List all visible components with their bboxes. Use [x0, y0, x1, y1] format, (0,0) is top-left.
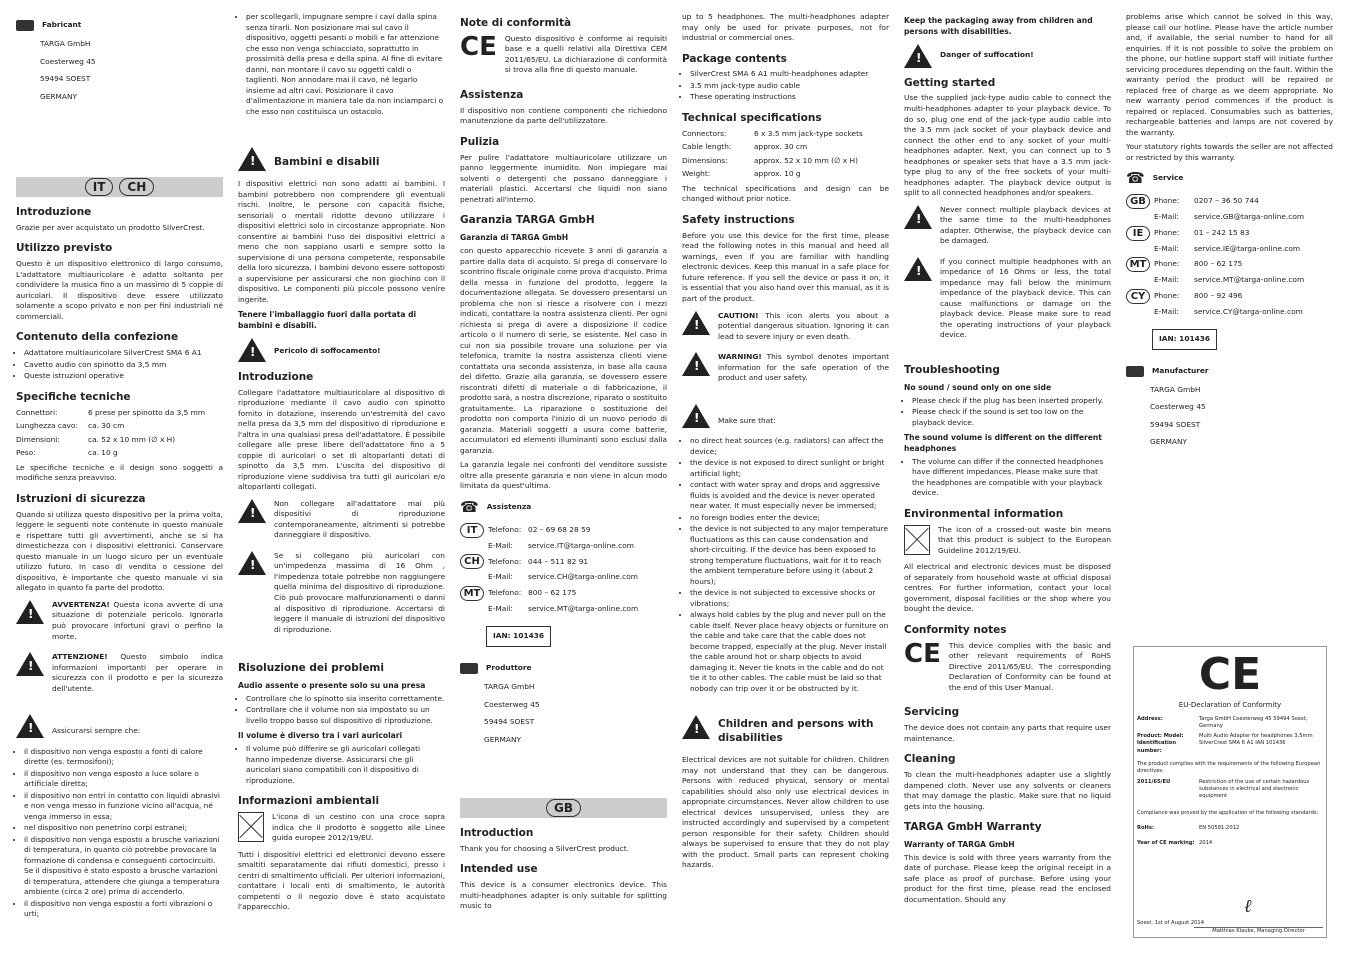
warning-block — [904, 205, 1111, 251]
phone-number: 0207 – 36 50 744 — [1194, 196, 1259, 206]
environment-block — [904, 525, 1111, 561]
email-address: service.GB@targa-online.com — [1194, 212, 1305, 222]
list-item: • Il volume può differire se gli auricolari collegati hanno impedenze diverse. Assicurarsi che gli auricolari siano compatibili con il dispositivo di riproduzione. — [246, 744, 445, 786]
spec-value: approx. 52 x 10 mm (∅ x H) — [754, 155, 858, 165]
warning-block — [16, 600, 223, 646]
paragraph: Use the supplied jack-type audio cable to connect the multi-headphones adapter to your playback device. To do so, plug one end of the jack-type audio cable into the 3.5 mm jack socket of your playback device and connect the other end to any socket of your multi-headphones adapter. Next, you can connect up to 5 headphones or speaker sets that have a 3.5 mm jack-type plug to any of the free sockets of your multi-headphones adapter. The playback device output is split to all connected headphones and/or speakers. — [904, 93, 1111, 198]
service-header: ☎ Assistenza — [460, 497, 532, 516]
address-block — [460, 682, 667, 745]
ian-box: IAN: 101436 — [486, 626, 551, 647]
phone-icon: ☎ — [1126, 169, 1145, 188]
list-item: • il dispositivo non venga esposto a forti vibrazioni o urti; — [24, 899, 223, 920]
list-item: • 3.5 mm jack-type audio cable — [690, 81, 889, 92]
mail-label: E-Mail: — [1154, 275, 1179, 285]
section-heading: Contenuto della confezione — [16, 331, 179, 344]
paragraph: Questo dispositivo è conforme ai requisiti base e a quelli relativi alla Direttiva CEM 2011/65/EU. La dichiarazione di conformità si trova alla fine di questo manuale. — [504, 33, 667, 75]
truck-icon — [1126, 366, 1144, 377]
list-item: • Controllare che lo spinotto sia inserito correttamente. — [246, 694, 445, 705]
section-heading: Intended use — [460, 863, 538, 876]
warning-triangle-icon — [682, 404, 710, 428]
paragraph: Your statutory rights towards the seller are not affected or restricted by this warranty. — [1126, 142, 1333, 162]
email-address: service.IT@targa-online.com — [528, 540, 634, 550]
ian-box: IAN: 101436 — [1152, 329, 1217, 350]
paragraph: L'icona di un cestino con una croce sopra indica che il prodotto è soggetto alle Linee guida europee 2012/19/EU. — [272, 812, 445, 843]
column-1 — [16, 12, 223, 924]
eu-declaration — [1133, 646, 1327, 938]
country-badge: MT — [460, 586, 484, 601]
warning-text: Pericolo di soffocamento! — [274, 345, 381, 355]
phone-label: Telefono: — [488, 556, 522, 566]
country-badge: IE — [1126, 226, 1150, 241]
country-badge: MT — [1126, 257, 1150, 272]
warning-text: Se si collegano più auricolari con un'impedenza massima di 16 Ohm , l'impedenza totale potrebbe non raggiungere quella minima del dispositivo di riproduzione. Ciò può provocare malfunzionamenti o danni al dispositivo di riproduzione. Accertarsi di leggere il manuale di istruzioni del dispositivo di riproduzione. — [274, 550, 445, 634]
warning-triangle-icon — [904, 205, 932, 229]
spec-value: ca. 10 g — [88, 448, 118, 458]
section-heading: Introduzione — [16, 206, 92, 219]
section-heading: Utilizzo previsto — [16, 242, 113, 255]
section-heading: Informazioni ambientali — [238, 795, 380, 808]
warning-text: Assicurarsi sempre che: — [52, 726, 141, 736]
spec-key: Connectors: — [682, 128, 727, 138]
declaration-row: Year of CE marking: 2014 — [1137, 839, 1213, 846]
section-heading: Risoluzione dei problemi — [238, 662, 384, 675]
sub-heading: No sound / sound only on one side — [904, 382, 1052, 392]
spec-key: Connettori: — [16, 407, 58, 417]
paragraph: This device is sold with three years warranty from the date of purchase. Please keep the original receipt in a safe place as proof of purchase. Before using your product for the first time, please read the enclosed documentation. Should any — [904, 852, 1111, 904]
language-bar-it-ch — [16, 177, 223, 197]
signature-icon: ℓ — [1244, 895, 1252, 917]
truck-icon — [16, 20, 34, 31]
warning-text: If you connect multiple headphones with an impedance of 16 Ohms or less, the total impedance may fall below the minimum impedance of the playback device. This can cause malfunctions or damage on the playback device. Please make sure to read the operating instructions of your playback device. — [940, 256, 1111, 340]
language-bar-gb — [460, 798, 667, 818]
section-heading: Introduzione — [238, 370, 314, 383]
list-item: • il dispositivo non entri in contatto con liquidi abrasivi e non venga messo in funzione vicino all'acqua, né venga immerso in essa; — [24, 791, 223, 823]
continued-list — [238, 12, 445, 117]
service-table — [1126, 194, 1333, 317]
section-heading: Note di conformità — [460, 17, 572, 29]
list-item: • Queste istruzioni operative — [24, 371, 223, 382]
phone-label: Phone: — [1154, 227, 1180, 237]
warning-triangle-icon — [238, 147, 266, 171]
spec-key: Lunghezza cavo: — [16, 421, 78, 431]
warning-block — [904, 257, 1111, 345]
paragraph: Thank you for choosing a SilverCrest product. — [460, 843, 629, 853]
service-header: ☎ Service — [1126, 169, 1184, 188]
warning-label: ATTENZIONE! — [52, 652, 108, 662]
warning-triangle-icon — [238, 499, 266, 523]
lang-badge-ch: CH — [119, 178, 154, 196]
address-line: TARGA GmbH — [1150, 384, 1201, 394]
service-table — [460, 523, 667, 615]
email-address: service.CH@targa-online.com — [528, 572, 638, 582]
warning-triangle-icon — [238, 338, 266, 362]
warning-text: Questo simbolo indica informazioni importanti per operare in sicurezza con il prodotto e per la sicurezza dell'utente. — [52, 652, 223, 693]
list-item: • contact with water spray and drops and aggressive fluids is avoided and the device is never operated near water. It must especially never be immersed; — [690, 480, 889, 512]
address-line: GERMANY — [1150, 437, 1188, 447]
mail-label: E-Mail: — [488, 603, 513, 613]
address-block — [1126, 385, 1333, 448]
paragraph: Grazie per aver acquistato un prodotto SilverCrest. — [16, 222, 205, 232]
paragraph: Quando si utilizza questo dispositivo per la prima volta, leggere le seguenti note contenute in questo manuale e rispettare tutti gli avvertimenti, anche se si ha dimestichezza con i dispositivi elettronici. Conservare questo manuale in un luogo sicuro per un eventuale utilizzo futuro. In caso di vendita o cessione del dispositivo, è importante che questo manuale vi sia allegato in quanto fa parte del prodotto. — [16, 509, 223, 593]
conformity-block — [460, 31, 667, 80]
warning-text: Danger of suffocation! — [940, 49, 1034, 59]
paragraph: The icon of a crossed-out waste bin means that this product is subject to the European Guideline 2012/19/EU. — [938, 524, 1111, 555]
phone-number: 800 – 92 496 — [1194, 291, 1243, 300]
spec-key: Weight: — [682, 169, 711, 179]
spec-table — [682, 129, 889, 180]
phone-label: Phone: — [1154, 291, 1180, 300]
warning-label: WARNING! — [718, 352, 762, 362]
column-5 — [904, 12, 1111, 909]
paragraph: Il dispositivo non contiene componenti che richiedono manutenzione da parte dell'utilizzatore. — [460, 105, 667, 126]
phone-number: 800 – 62 175 — [528, 588, 577, 598]
column-2 — [238, 12, 445, 917]
declaration-row: RoHs: EN 50581:2012 — [1137, 824, 1240, 831]
paragraph: The technical specifications and design can be changed without prior notice. — [682, 183, 889, 204]
producer-header: Produttore — [460, 663, 667, 674]
trouble-list — [904, 396, 1111, 429]
country-badge: CH — [460, 554, 484, 569]
sub-heading: Audio assente o presente solo su una presa — [238, 680, 426, 690]
truck-icon — [460, 663, 478, 674]
mail-label: E-Mail: — [1154, 212, 1179, 222]
paragraph: Before you use this device for the first time, please read the following notes in this manual and heed all warnings, even if you are familiar with handling electronic devices. Keep this manual in a safe place for future reference. If you sell the device or pass it on, it is essential that you also hand over this manual, as it is part of the product. — [682, 230, 889, 303]
warning-block — [682, 311, 889, 347]
phone-icon: ☎ — [460, 497, 479, 516]
section-heading: Garanzia TARGA GmbH — [460, 214, 595, 227]
warning-block — [238, 499, 445, 545]
ce-mark-icon: CE — [1198, 649, 1262, 700]
crossed-bin-icon — [238, 812, 264, 842]
warning-triangle-icon — [682, 311, 710, 335]
warning-text: Non collegare all'adattatore mai più dispositivi di riproduzione contemporaneamente, altrimenti si potrebbe danneggiare il dispositivo. — [274, 498, 445, 540]
mail-label: E-Mail: — [1154, 243, 1179, 253]
paragraph: To clean the multi-headphones adapter use a slightly dampened cloth. Never use any solvents or cleaners that may damage the plastic. Make sure that no liquid gets into the housing. — [904, 770, 1111, 811]
section-heading: Package contents — [682, 52, 787, 65]
warning-text: Questa icona avverte di una situazione di potenziale pericolo. Ignorarla può provocare infortuni gravi o perfino la morte. — [52, 599, 223, 641]
warning-triangle-icon — [904, 257, 932, 281]
warning-text: This icon alerts you about a potential dangerous situation. Ignoring it can lead to severe injury or even death. — [718, 310, 889, 341]
section-heading: TARGA GmbH Warranty — [904, 821, 1042, 834]
section-heading: Assistenza — [460, 88, 524, 101]
manufacturer-header: Fabricant — [16, 20, 223, 31]
list-item: • Controllare che il volume non sia impostato su un livello troppo basso sul dispositivo di riproduzione. — [246, 705, 445, 726]
email-address: service.MT@targa-online.com — [528, 603, 639, 613]
phone-label: Phone: — [1154, 259, 1180, 269]
declaration-row: Address: Targa GmbH Coesterweg 45 59494 Soest, Germany — [1137, 716, 1308, 730]
declaration-text: Compliance was proved by the application of the following standards: — [1137, 809, 1319, 816]
address-line: GERMANY — [484, 734, 522, 744]
lang-badge-it: IT — [85, 178, 114, 196]
mail-label: E-Mail: — [488, 572, 513, 582]
warning-block — [682, 352, 889, 388]
paragraph: La garanzia legale nei confronti del venditore sussiste oltre alla presente garanzia e non viene in alcun modo limitata da quest'ultima. — [460, 460, 667, 491]
ensure-list — [16, 747, 223, 920]
paragraph: The device does not contain any parts that require user maintenance. — [904, 723, 1111, 743]
paragraph: This device is a consumer electronics device. This multi-headphones adapter is only suitable for splitting music to — [460, 880, 667, 911]
paragraph: Questo è un dispositivo elettronico di largo consumo, L'adattatore multiauricolare è adatto soltanto per condividere la musica fino a un massimo di 5 coppie di auricolari. Il dispositivo deve essere utilizzato solamente a scopo privato e non per fini industriali né commerciali. — [16, 259, 223, 321]
address-block — [16, 39, 223, 102]
ensure-list — [682, 436, 889, 694]
trouble-list — [904, 457, 1111, 499]
paragraph: problems arise which cannot be solved in this way, please call our hotline. Please have the article number and, if available, the serial number to hand for all enquiries. If it is not possible to solve the problem on the phone, our hotline support staff will initiate further servicing procedures depending on the fault. Within the warranty period the product will be repaired or replaced free of charge as we deem appropriate. No new warranty period commences if the product is repaired or replaced. Consumables such as batteries, rechargeable batteries and lamps are not covered by the warranty. — [1126, 12, 1333, 137]
warning-text: This symbol denotes important information for the safe operation of the product and user safety. — [718, 352, 889, 383]
address-line: 59494 SOEST — [40, 74, 91, 84]
warning-block — [16, 714, 223, 741]
column-4 — [682, 12, 889, 875]
phone-number: 800 – 62 175 — [1194, 259, 1243, 269]
section-heading: Servicing — [904, 706, 960, 719]
mail-label: E-Mail: — [1154, 306, 1179, 316]
section-heading: Children and persons with disabilities — [718, 717, 874, 745]
phone-label: Phone: — [1154, 196, 1180, 206]
list-item: • il dispositivo non venga esposto a brusche variazioni di temperatura, in quanto ciò potrebbe provocare la formazione di condensa e conseguenti cortocircuiti. Se il dispositivo è stato esposto a brusche variazioni di temperatura, attendere che giunga a temperatura ambiente (circa 2 ore) prima di accenderlo. — [24, 835, 223, 898]
section-heading: Conformity notes — [904, 623, 1007, 636]
spec-value: ca. 30 cm — [88, 421, 125, 431]
email-address: service.CY@targa-online.com — [1194, 306, 1303, 316]
address-line: Coesterweg 45 — [40, 56, 96, 66]
warning-block — [682, 715, 889, 750]
trouble-list — [238, 744, 445, 786]
spec-key: Dimensioni: — [16, 434, 60, 444]
column-3 — [460, 12, 667, 916]
ce-mark-icon: CE — [904, 638, 941, 669]
warning-block — [904, 44, 1111, 68]
manufacturer-header: Manufacturer — [1126, 366, 1333, 377]
section-heading: Environmental information — [904, 507, 1064, 520]
spec-key: Peso: — [16, 448, 36, 458]
conformity-block — [904, 638, 1111, 698]
list-item: • the device is not subjected to any major temperature fluctuations as this can cause condensation and short-circuiting. If the device has been exposed to strong temperature fluctuations, wait for it to reach the ambient temperature before using it (about 2 hours); — [690, 524, 889, 587]
environment-block — [238, 812, 445, 848]
warning-triangle-icon — [682, 352, 710, 376]
phone-number: 01 – 242 15 83 — [1194, 227, 1250, 237]
declaration-place: Soest, 1st of August 2014 — [1137, 919, 1205, 926]
section-heading: Istruzioni di sicurezza — [16, 492, 146, 505]
crossed-bin-icon — [904, 525, 930, 555]
section-heading: Introduction — [460, 827, 534, 840]
list-item: • nel dispositivo non penetrino corpi estranei; — [24, 823, 223, 834]
address-line: TARGA GmbH — [484, 682, 535, 691]
declaration-title: EU-Declaration of Conformity — [1178, 701, 1282, 709]
country-badge: CY — [1126, 289, 1150, 304]
paragraph: Le specifiche tecniche e il design sono soggetti a modifiche senza preavviso. — [16, 462, 223, 483]
lang-badge-gb: GB — [546, 799, 581, 817]
signatory: Matthias Klauke, Managing Director — [1194, 927, 1323, 935]
country-badge: IT — [460, 523, 484, 538]
phone-label: Telefono: — [488, 525, 522, 535]
address-line: Coesterweg 45 — [1150, 402, 1206, 412]
phone-number: 02 – 69 68 28 59 — [528, 525, 591, 535]
list-item: • Please check if the plug has been inserted properly. — [912, 396, 1111, 407]
warning-block — [238, 551, 445, 639]
list-item: • the device is not subjected to excessive shocks or vibrations; — [690, 588, 889, 609]
spec-value: 6 x 3.5 mm jack-type sockets — [754, 128, 863, 138]
list-item: • the device is not exposed to direct sunlight or bright artificial light; — [690, 458, 889, 479]
section-heading: Bambini e disabili — [274, 156, 380, 169]
paragraph: This device complies with the basic and other relevant requirements of RoHS Directive 2011/65/EU. The corresponding Declaration of Conformity can be found at the end of this User Manual. — [948, 640, 1111, 692]
address-line: GERMANY — [40, 91, 78, 101]
warning-text: Never connect multiple playback devices at the same time to the multi-headphones adapter. Otherwise, the playback device can be damaged. — [940, 204, 1111, 246]
package-list — [682, 69, 889, 103]
address-line: TARGA GmbH — [40, 39, 91, 48]
section-heading: Getting started — [904, 76, 996, 89]
warning-triangle-icon — [238, 551, 266, 575]
list-item: • per scollegarli, impugnare sempre i cavi dalla spina senza tirarli. Non posizionare mai sul cavo il dispositivo, oggetti pesanti o mobili e far attenzione che esso non venga schiacciato, soprattutto in prossimità della presa e della spina. Al fine di evitare danni, non montare il cavo su oggetti caldi o taglienti. Non annodare mai il cavo, né legarlo insieme ad altri cavi. Posizionare il cavo d'alimentazione in maniera tale da non inciamparci o che esso non costituisca un ostacolo. — [246, 12, 445, 117]
list-item: • always hold cables by the plug and never pull on the cable itself. Never place heavy objects or furniture on the cable and take care that the cable does not become trapped, especially at the plug. Never install the cable around hot or sharp objects to avoid damaging it. Never tie knots in the cable and do not tie it to other cables. The cable must be laid so that nobody can trip over it or be obstructed by it. — [690, 610, 889, 694]
warning-text: Make sure that: — [718, 415, 776, 425]
list-item: • The volume can differ if the connected headphones have different impedances. Please make sure that the headphones are compatible with your playback device. — [912, 457, 1111, 499]
sub-heading: The sound volume is different on the different headphones — [904, 433, 1102, 453]
paragraph: I dispositivi elettrici non sono adatti ai bambini. I bambini potrebbero non comprendere gli eventuali rischi. Inoltre, le persone con capacità fisiche, sensoriali o mentali ridotte devono utilizzare i dispositivi elettrici solo in circostanze appropriate. Non consentire ai bambini l'uso dei dispositivi elettrici a meno che non sappiano usarli e sempre sotto la supervisione di una persona competente, responsabile della loro sicurezza. I bambini devono essere sottoposti a supervisione per assicurarsi che non giochino con il dispositivo. Le componenti più piccole possono venire ingerite. — [238, 179, 445, 304]
paragraph: Per pulire l'adattatore multiauricolare utilizzare un panno leggermente inumidito. Non impiegare mai solventi o detergenti che possano danneggiare i materiali plastici. Accertarsi che liquidi non siano penetrati all'interno. — [460, 152, 667, 204]
list-item: • Please check if the sound is set too low on the playback device. — [912, 407, 1111, 428]
column-6 — [1126, 12, 1333, 455]
packaging-warning: Keep the packaging away from children and persons with disabilities. — [904, 16, 1093, 36]
email-address: service.IE@targa-online.com — [1194, 243, 1301, 253]
section-heading: Pulizia — [460, 135, 500, 148]
warning-triangle-icon — [16, 652, 44, 676]
ce-mark-icon: CE — [460, 31, 497, 62]
warning-label: AVVERTENZA! — [52, 599, 110, 609]
list-item: • no direct heat sources (e.g. radiators) can affect the device; — [690, 436, 889, 457]
phone-number: 044 – 511 82 91 — [528, 556, 589, 566]
warning-block — [238, 147, 445, 173]
trouble-list — [238, 694, 445, 727]
spec-value: approx. 10 g — [754, 169, 801, 179]
address-line: 59494 SOEST — [484, 717, 535, 727]
section-heading: Troubleshooting — [904, 363, 1000, 376]
list-item: • SilverCrest SMA 6 A1 multi-headphones adapter — [690, 69, 889, 80]
paragraph: up to 5 headphones. The multi-headphones adapter may only be used for private purposes, not for industrial or commercial ones. — [682, 12, 889, 43]
list-item: • il dispositivo non venga esposto a fonti di calore dirette (es. termosifoni); — [24, 747, 223, 768]
paragraph: Electrical devices are not suitable for children. Children may not understand that they can be dangerous. Persons with reduced physical, sensory or mental capabilities should also only use electrical devices in appropriate circumstances. Never allow children to use electrical devices unsupervised, unless they are instructed accordingly and supervised by a competent person responsible for their safety. Children should always be supervised to ensure that they do not play with the product. Small parts can represent choking hazards. — [682, 755, 889, 870]
list-item: • These operating instructions — [690, 92, 889, 103]
warning-block — [238, 338, 445, 362]
list-item: • no foreign bodies enter the device; — [690, 513, 889, 524]
paragraph: Collegare l'adattatore multiauricolare al dispositivo di riproduzione mediante il cavo audio con spinotto fornito in dotazione, inserendo un'estremità del cavo nella presa da 3,5 mm del dispositivo di riproduzione e l'altra in una qualsiasi presa dell'adattatore. È possibile collegare alle prese libere dell'adattatore fino a 5 coppie di auricolari o set di altoparlanti dotati di spinotto da 3,5 mm. L'uscita del dispositivo di riproduzione viene suddivisa tra tutti gli auricolari e/o altoparlanti collegati. — [238, 387, 445, 492]
section-heading: Specifiche tecniche — [16, 390, 131, 403]
package-list — [16, 348, 223, 382]
spec-key: Dimensions: — [682, 155, 728, 165]
warning-triangle-icon — [16, 600, 44, 624]
email-address: service.MT@targa-online.com — [1194, 275, 1305, 285]
warning-block — [16, 652, 223, 698]
warning-triangle-icon — [16, 714, 44, 738]
spec-value: 6 prese per spinotto da 3,5 mm — [88, 407, 206, 417]
address-line: Coesterweg 45 — [484, 699, 540, 709]
sub-heading: Warranty of TARGA GmbH — [904, 840, 1015, 849]
list-item: • il dispositivo non venga esposto a luce solare o artificiale diretta; — [24, 769, 223, 790]
phone-label: Telefono: — [488, 588, 522, 598]
declaration-row: 2011/65/EU Restriction of the use of certain hazardous substances in electrical and electronic equipment — [1137, 778, 1310, 799]
packaging-warning: Tenere l'imballaggio fuori dalla portata di bambini e disabili. — [238, 310, 417, 331]
sub-heading: Garanzia di TARGA GmbH — [460, 233, 569, 243]
spec-table — [16, 408, 223, 459]
list-item: • Cavetto audio con spinotto da 3,5 mm — [24, 360, 223, 371]
warning-label: CAUTION! — [718, 310, 759, 320]
section-heading: Technical specifications — [682, 112, 822, 124]
section-heading: Safety instructions — [682, 214, 795, 226]
list-item: • Adattatore multiauricolare SilverCrest SMA 6 A1 — [24, 348, 223, 359]
declaration-text: The product complies with the requirements of the following European directives: — [1137, 760, 1321, 774]
address-line: 59494 SOEST — [1150, 419, 1201, 429]
sub-heading: Il volume è diverso tra i vari auricolari — [238, 731, 403, 741]
paragraph: All electrical and electronic devices must be disposed of separately from household waste at official disposal centres. For further information, contact your local government, disposal facilities or the shop where you bought the device. — [904, 562, 1111, 614]
mail-label: E-Mail: — [488, 540, 513, 550]
spec-value: ca. 52 x 10 mm (∅ x H) — [88, 434, 176, 444]
warning-triangle-icon — [682, 715, 710, 739]
country-badge: GB — [1126, 194, 1150, 209]
warning-triangle-icon — [904, 44, 932, 68]
paragraph: con questo apparecchio ricevete 3 anni di garanzia a partire dalla data di acquisto. Si prega di conservare lo scontrino fiscale originale come prova d'acquisto. Prima della messa in funzione del prodotto, leggere la documentazione allegata. Se dovessero presentarsi un problema che non si riesce a risolvere con i mezzi indicati, contattare la nostra assistenza clienti. Per ogni richiesta si prega di avere a disposizione il codice articolo o il numero di serie, se esistente. Nel caso in cui non sia possibile trovare una soluzione per via telefonica, tramite la nostra assistenza clienti viene contattata una seconda assistenza, in base alla causa del difetto. Grazie alla garanzia, se dovessero essere riscontrati difetti di materiale o di fabbricazione, il prodotto sarà, a nostra discrezione, riparato o sostituito gratuitamente. La riparazione o sostituzione del prodotto non comporta l'inizio di un nuovo periodo di garanzia. Materiali soggetti a usura come batterie, accumulatori ed elementi illuminanti sono esclusi dalla garanzia. — [460, 246, 667, 455]
section-heading: Cleaning — [904, 753, 956, 766]
paragraph: Tutti i dispositivi elettrici ed elettronici devono essere smaltiti separatamente dai rifiuti domestici, presso i centri di smaltimento ufficiali. Per ulteriori informazioni, contattare i locali enti di smaltimento, le autorità competenti o il negozio dove è stato acquistato l'apparecchio. — [238, 849, 445, 912]
spec-key: Cable length: — [682, 142, 732, 152]
declaration-row: Product: Model: Identification number: Multi Audio Adapter for headphones 3,5mm SilverCrest SMA 6 A1 IAN 101436 — [1137, 733, 1313, 754]
warning-block — [682, 404, 889, 431]
spec-value: approx. 30 cm — [754, 142, 808, 152]
